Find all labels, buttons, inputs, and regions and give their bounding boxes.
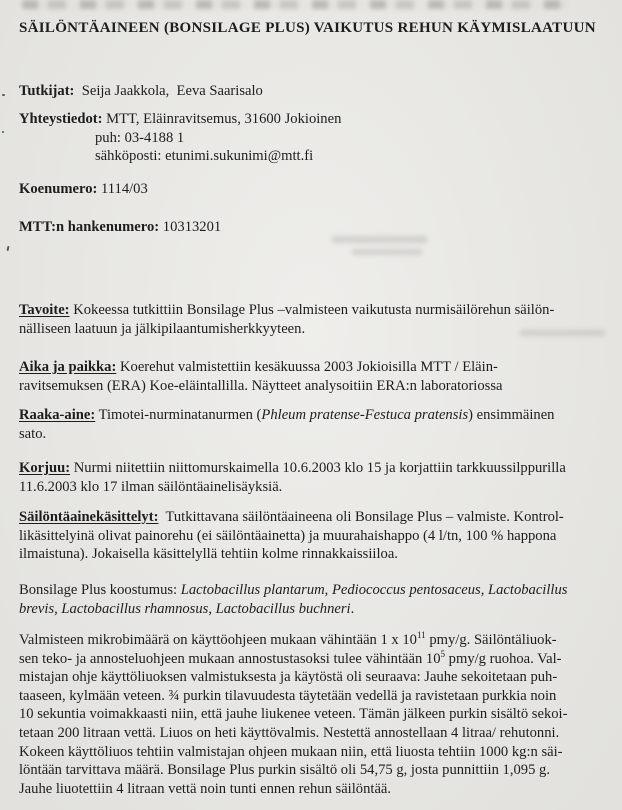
text-run: ilmaistuna). Jokaisella käsittelyllä tehtiin kolme rinnakkaissiiloa.	[19, 546, 398, 563]
text-run: Jauhe liuotettiin 4 litraan vettä noin tunti ennen rehun säilöntää.	[19, 780, 392, 797]
text-run: Raaka-aine:	[19, 407, 96, 423]
paragraph-aika	[19, 358, 614, 395]
text-line	[19, 110, 614, 129]
text-line	[19, 743, 614, 762]
text-run: Tavoite:	[19, 302, 70, 318]
text-line	[19, 600, 614, 619]
paragraph-sailonta	[19, 508, 614, 564]
text-line	[19, 459, 614, 478]
text-line	[19, 425, 614, 444]
text-run: Koerehut valmistettiin kesäkuussa 2003 Jokioisilla MTT / Eläin-	[116, 359, 498, 375]
text-run: Yhteystiedot:	[19, 111, 103, 127]
text-run: sato.	[19, 425, 47, 442]
text-run: Tutkittavana säilöntäaineena oli Bonsilage Plus – valmiste. Kontrol-	[158, 509, 564, 525]
text-run: sen teko- ja annosteluohjeen mukaan annostustasoksi tulee vähintään 10	[19, 650, 441, 667]
text-line	[19, 687, 614, 706]
text-line	[19, 527, 614, 546]
text-line	[19, 147, 614, 166]
document-title: SÄILÖNTÄAINEEN (BONSILAGE PLUS) VAIKUTUS REHUN KÄYMISLAATUUN	[19, 20, 596, 36]
text-run: 10 sekuntia voimakkaasti niin, että jauhe liukenee veteen. Tämän jälkeen purkin sisältö sekoi-	[19, 706, 568, 723]
text-line	[19, 301, 614, 320]
text-run: löntään tarvittava määrä. Bonsilage Plus purkin sisältö oli 54,75 g, josta punnittiin 1,095 g.	[19, 762, 550, 779]
text-run: .	[350, 600, 355, 617]
text-run: ravitsemuksen (ERA) Koe-eläintallilla. Näytteet analysoitiin ERA:n laboratoriossa	[19, 377, 503, 394]
text-run: Seija Jaakkola, Eeva Saarisalo	[74, 83, 263, 99]
text-run: 1114/03	[97, 181, 148, 197]
text-line	[19, 545, 614, 564]
paragraph-tavoite	[19, 301, 614, 338]
text-run: sähköposti: etunimi.sukunimi@mtt.fi	[95, 148, 314, 165]
text-line	[19, 705, 614, 724]
text-run: Kokeessa tutkittiin Bonsilage Plus –valmisteen vaikutusta nurmisäilörehun säilön-	[69, 302, 555, 318]
text-run: likäsittelyinä olivat painorehu (ei säilöntäainetta) ja muurahaishappo (4 l/tn, 100 % happona	[19, 527, 557, 544]
text-run: Timotei-nurminatanurmen (	[95, 407, 262, 423]
paragraph-koostumus	[19, 581, 614, 618]
text-line	[19, 631, 614, 650]
text-line	[19, 508, 614, 527]
text-run: Säilöntäainekäsittelyt:	[19, 509, 159, 525]
text-run: Korjuu:	[19, 460, 71, 476]
text-line	[19, 218, 614, 237]
text-run: Koenumero:	[19, 181, 98, 197]
text-line	[19, 320, 614, 339]
paragraph-valmiste	[19, 631, 614, 798]
text-run: Aika ja paikka:	[19, 359, 117, 375]
text-line	[19, 724, 614, 743]
text-line	[19, 650, 614, 669]
text-line	[19, 780, 614, 799]
text-run: MTT:n hankenumero:	[19, 219, 160, 235]
text-run: nälliseen laatuun ja jälkipilaantumisherkkyyteen.	[19, 320, 306, 337]
text-line	[19, 668, 614, 687]
paragraph-koenumero	[19, 180, 614, 199]
text-run: brevis, Lactobacillus rhamnosus, Lactobacillus buchneri	[19, 600, 351, 617]
text-run: MTT, Eläinravitsemus, 31600 Jokioinen	[102, 111, 342, 127]
text-run: 11.6.2003 klo 17 ilman säilöntäainelisäyksiä.	[19, 478, 283, 495]
paragraph-korjuu	[19, 459, 614, 496]
text-run: Lactobacillus plantarum, Pediococcus pentosaceus, Lactobacillus	[180, 582, 568, 598]
text-run: 5	[440, 648, 446, 659]
paragraph-yhteystiedot	[19, 110, 614, 166]
text-line	[19, 761, 614, 780]
text-run: pmy/g ruohoa. Val-	[445, 650, 562, 667]
text-run: Kokeen käyttöliuos tehtiin valmistajan ohjeen mukaan niin, että liuosta tehtiin 1000 kg:n säi-	[19, 743, 563, 760]
text-run: mistajan ohje käyttöliuoksen valmistuksesta ja käytöstä oli seuraava: Jauhe sekoitetaan puh-	[19, 669, 558, 686]
text-line	[19, 406, 614, 425]
text-run: puh: 03-4188 1	[95, 129, 185, 146]
text-line	[19, 478, 614, 497]
paragraph-raaka	[19, 406, 614, 443]
text-line	[19, 129, 614, 148]
text-run: 11	[416, 630, 426, 641]
text-run: Nurmi niitettiin niittomurskaimella 10.6.2003 klo 15 ja korjattiin tarkkuussilppurilla	[70, 460, 566, 476]
text-run: Phleum pratense-Festuca pratensis	[261, 407, 469, 423]
text-run: Tutkijat:	[19, 83, 75, 99]
text-run: pmy/g. Säilöntäliuok-	[425, 632, 557, 648]
text-line	[19, 581, 614, 600]
text-run: 10313201	[159, 219, 222, 235]
text-line	[19, 358, 614, 377]
paragraph-hankenumero	[19, 218, 614, 237]
paragraph-tutkijat	[19, 82, 614, 101]
text-run: taaseen, kylmään veteen. ¾ purkin tilavuudesta täytetään vedellä ja ravistetaan purkkia noin	[19, 687, 557, 704]
text-line	[19, 377, 614, 396]
text-run: ) ensimmäinen	[468, 407, 555, 423]
text-line	[19, 82, 614, 101]
text-run: Valmisteen mikrobimäärä on käyttöohjeen mukaan vähintään 1 x 10	[19, 632, 417, 648]
text-run: Bonsilage Plus koostumus:	[19, 582, 181, 598]
text-run: tetaan 200 litraan vettä. Liuos on heti käyttövalmis. Nestettä annostellaan 4 litraa/ rehutonni.	[19, 724, 560, 741]
text-line	[19, 180, 614, 199]
